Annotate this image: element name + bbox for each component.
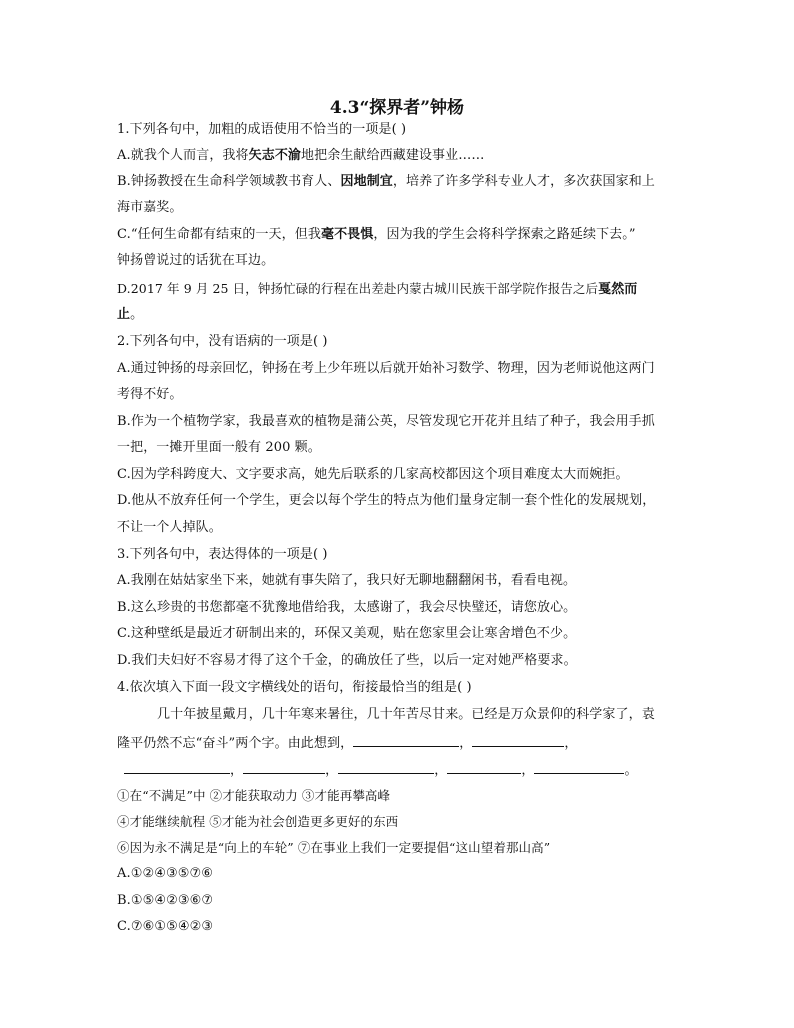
answer-blank-4[interactable] — [243, 761, 325, 774]
comma: ， — [230, 763, 244, 778]
period: 。 — [624, 763, 638, 778]
q1-d-text-end: 。 — [130, 307, 144, 322]
q2-option-b-cont: 一把，一摊开里面一般有 200 颗。 — [117, 440, 321, 455]
q1-stem: 1.下列各句中，加粗的成语使用不恰当的一项是( ) — [117, 122, 407, 137]
q1-b-text-end: ，培养了许多学科专业人才，多次获国家和上 — [392, 174, 655, 189]
answer-blank-5[interactable] — [338, 761, 434, 774]
comma: ， — [459, 736, 473, 751]
q1-option-d — [117, 281, 681, 298]
q4-choices-line2: ④才能继续航程 ⑤才能为社会创造更多更好的东西 — [117, 814, 399, 829]
q2-option-a-cont: 考得不好。 — [117, 387, 183, 402]
q4-choices-line3: ⑥因为永不满足是“向上的车轮” ⑦在事业上我们一定要提倡“这山望着那山高” — [117, 840, 551, 855]
q1-a-text-end: 地把余生献给西藏建设事业…… — [301, 148, 485, 163]
q1-option-a — [117, 148, 681, 164]
q4-option-c: C.⑦⑥①⑤④②③ — [117, 919, 214, 934]
q2-option-a: A.通过钟扬的母亲回忆，钟扬在考上少年班以后就开始补习数学、物理，因为老师说他这两门 — [117, 361, 655, 376]
q1-d-bold-idiom: 戛然而 — [598, 282, 638, 297]
q1-d-bold-idiom-end: 止 — [117, 307, 131, 322]
q3-option-a: A.我刚在姑姑家坐下来，她就有事失陪了，我只好无聊地翻翻闲书，看看电视。 — [117, 573, 577, 588]
comma: ， — [521, 763, 535, 778]
q1-a-text: A.就我个人而言，我将 — [117, 148, 249, 163]
q1-option-c-cont: 钟扬曾说过的话犹在耳边。 — [117, 253, 275, 268]
q4-choices-line1: ①在“不满足”中 ②才能获取动力 ③才能再攀高峰 — [117, 788, 391, 803]
q1-option-b — [117, 174, 681, 190]
q4-passage-text: 隆平仍然不忘“奋斗”两个字。由此想到， — [117, 736, 354, 751]
q2-option-d-cont: 不让一个人掉队。 — [117, 520, 222, 535]
q1-option-b-cont: 海市嘉奖。 — [117, 200, 183, 215]
q1-b-bold-idiom: 因地制宜 — [340, 174, 393, 189]
page-title: 4.3“探界者”钟杨 — [329, 98, 465, 118]
q2-option-b: B.作为一个植物学家，我最喜欢的植物是蒲公英，尽管发现它开花并且结了种子，我会用手抓 — [117, 414, 655, 429]
answer-blank-6[interactable] — [447, 761, 521, 774]
q4-option-a: A.①②④③⑤⑦⑥ — [117, 866, 214, 881]
q2-option-d: D.他从不放弃任何一个学生，更会以每个学生的特点为他们量身定制一套个性化的发展规划， — [117, 493, 656, 508]
q1-c-text: C.“任何生命都有结束的一天，但我 — [117, 227, 321, 242]
q1-c-text-end: ，因为我的学生会将科学探索之路延续下去。” — [373, 227, 636, 242]
q4-passage-line2 — [117, 734, 681, 752]
answer-blank-2[interactable] — [472, 734, 564, 747]
q1-c-bold-idiom: 毫不畏惧 — [320, 227, 374, 242]
q3-option-b: B.这么珍贵的书您都毫不犹豫地借给我，太感谢了，我会尽快璧还，请您放心。 — [117, 600, 577, 615]
answer-blank-7[interactable] — [534, 761, 624, 774]
answer-blank-1[interactable] — [353, 734, 459, 747]
q2-stem: 2.下列各句中，没有语病的一项是( ) — [117, 334, 328, 349]
q1-option-c — [117, 227, 681, 243]
q4-passage-line1: 几十年披星戴月，几十年寒来暑往，几十年苦尽甘来。已经是万众景仰的科学家了，袁 — [157, 707, 655, 722]
q4-option-b: B.①⑤④②③⑥⑦ — [117, 893, 214, 908]
q1-d-text: D.2017 年 9 月 25 日，钟扬忙碌的行程在出差赴内蒙古城川民族干部学院作报告之后 — [117, 281, 599, 296]
q4-passage-line3 — [124, 761, 688, 779]
q3-stem: 3.下列各句中，表达得体的一项是( ) — [117, 547, 328, 562]
q3-option-d: D.我们夫妇好不容易才得了这个千金，的确放任了些，以后一定对她严格要求。 — [117, 653, 577, 668]
comma: ， — [325, 763, 339, 778]
q3-option-c: C.这种壁纸是最近才研制出来的，环保又美观，贴在您家里会让寒舍增色不少。 — [117, 626, 577, 641]
answer-blank-3[interactable] — [124, 761, 230, 774]
q4-stem: 4.依次填入下面一段文字横线处的语句，衔接最恰当的组是( ) — [117, 680, 472, 695]
q1-b-text: B.钟扬教授在生命科学领域教书育人、 — [117, 174, 341, 189]
comma: ， — [434, 763, 448, 778]
q2-option-c: C.因为学科跨度大、文字要求高，她先后联系的几家高校都因这个项目难度太大而婉拒。 — [117, 467, 629, 482]
q1-option-d-cont — [117, 307, 681, 323]
q1-a-bold-idiom: 矢志不渝 — [248, 148, 302, 163]
comma: ， — [564, 736, 578, 751]
